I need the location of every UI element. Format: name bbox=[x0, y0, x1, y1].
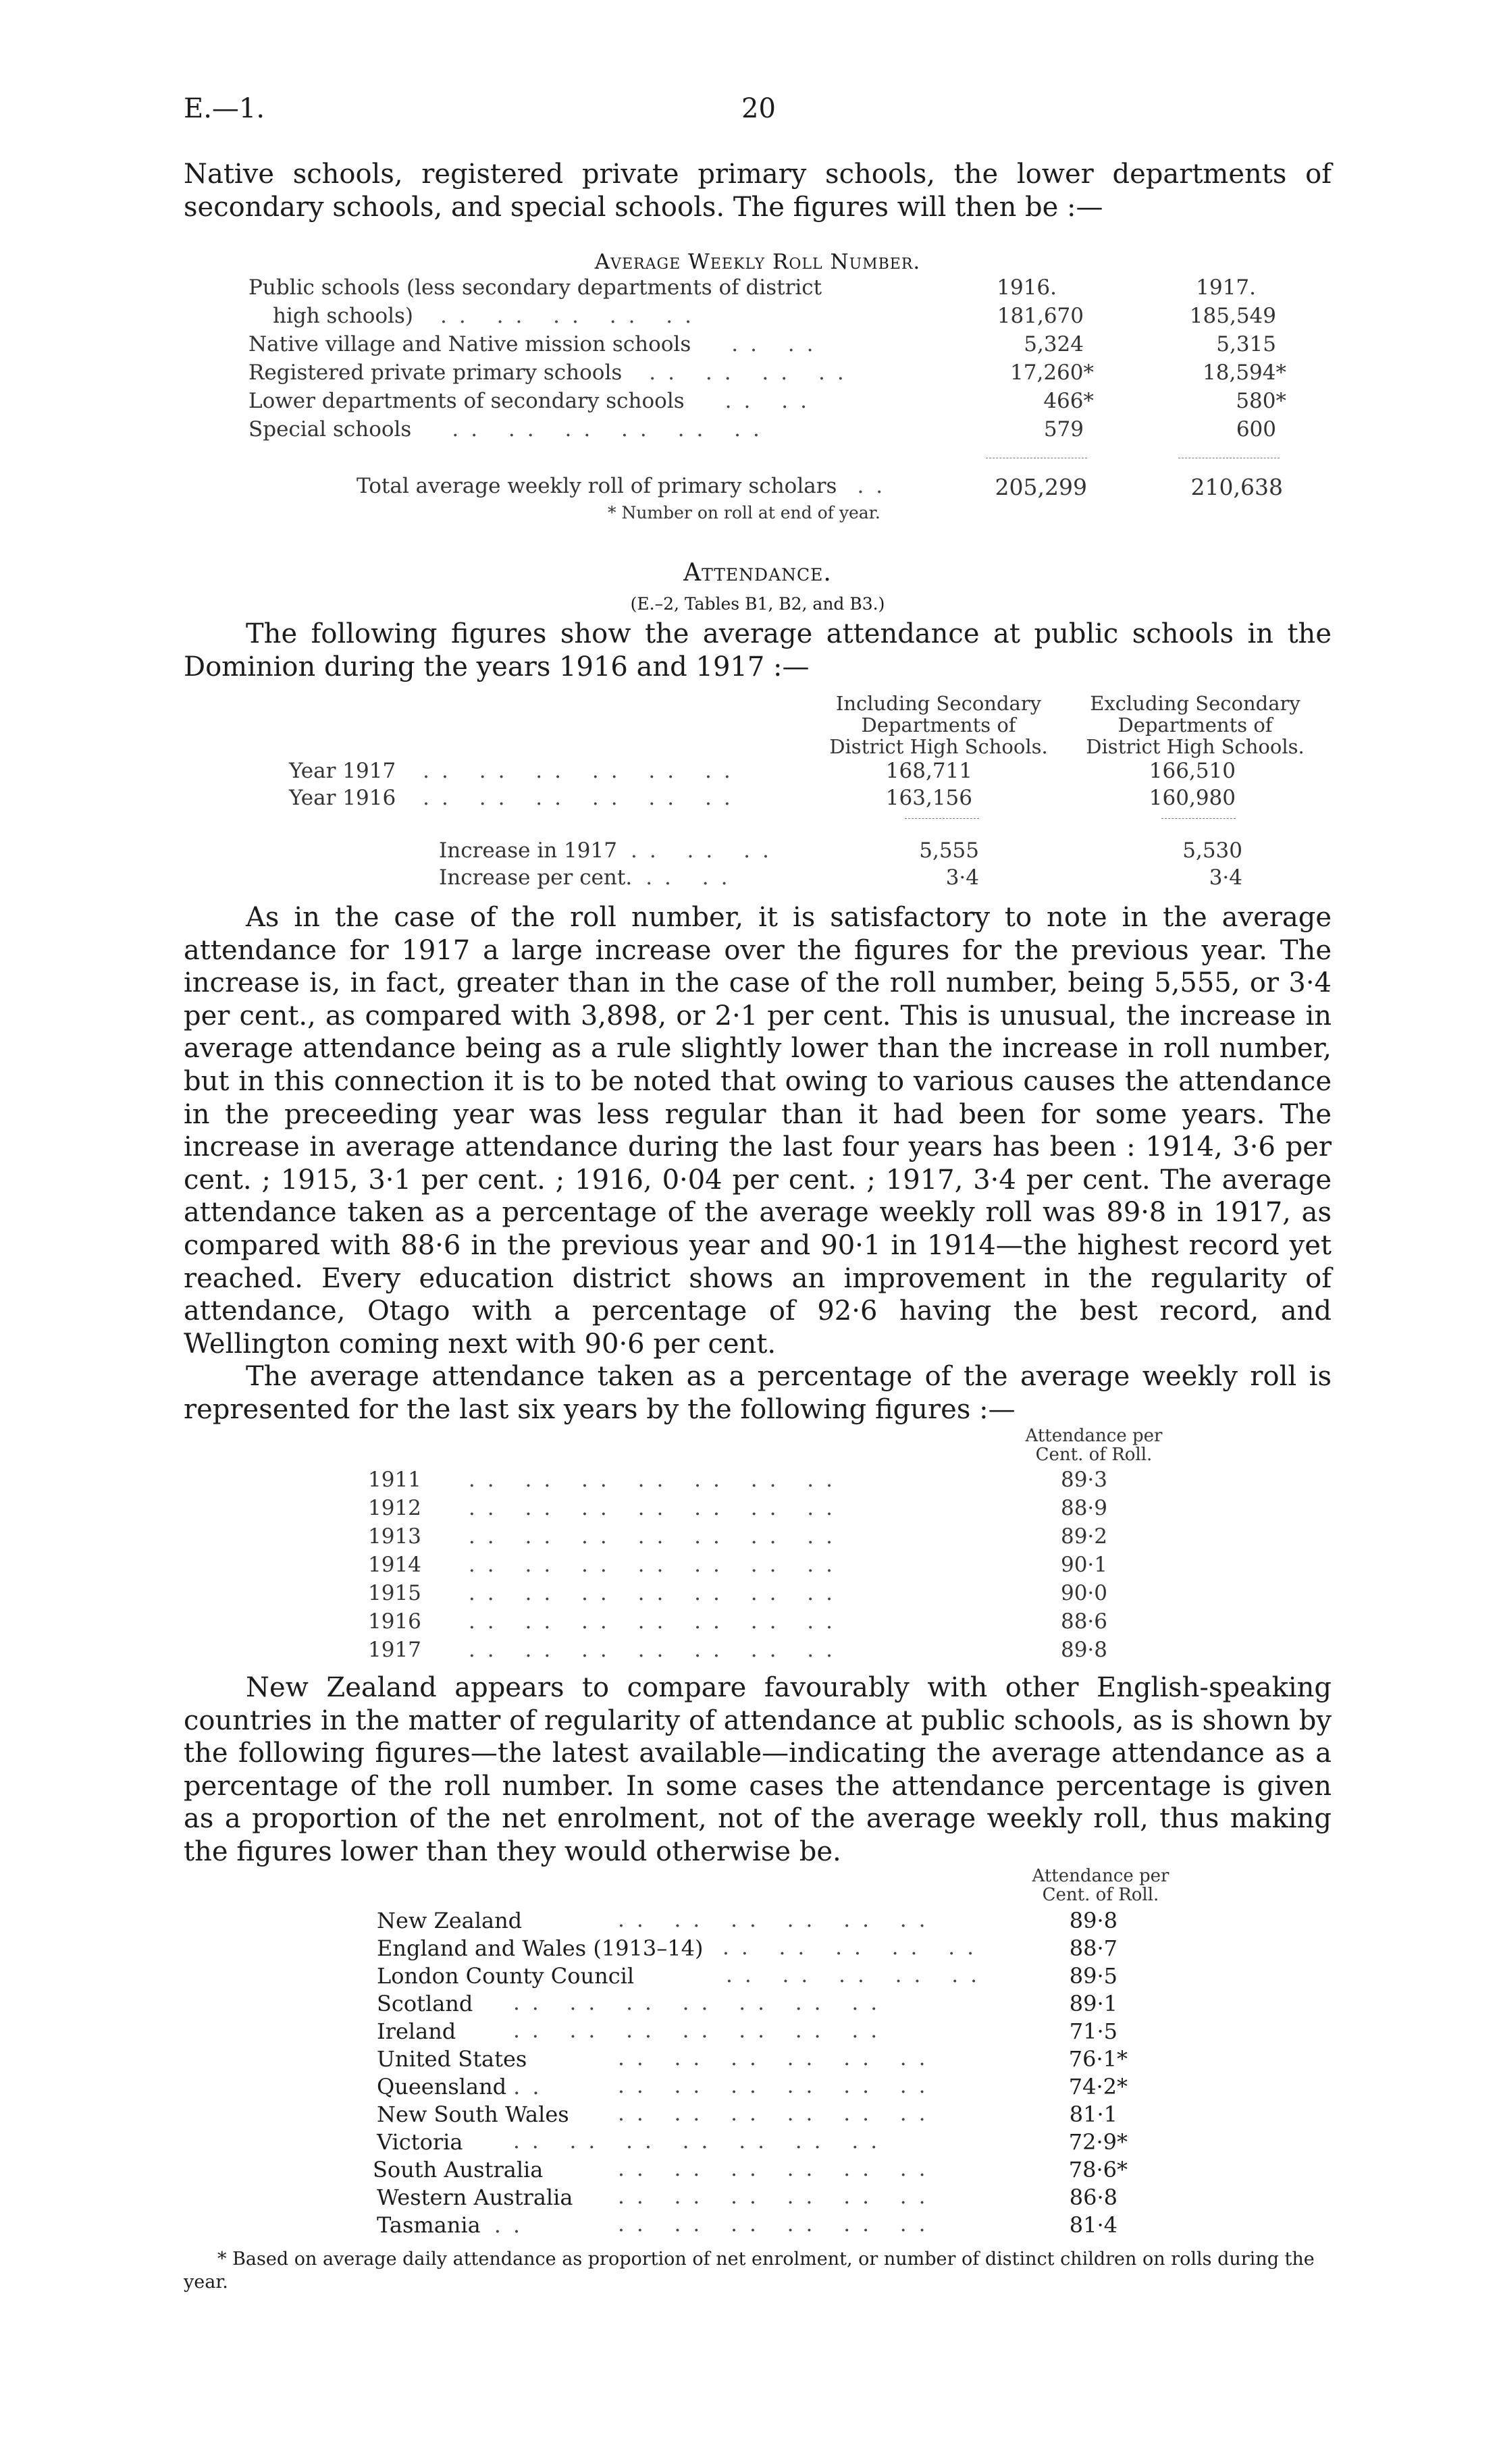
year-label: 1912 .. .. .. .. .. .. .. bbox=[368, 1496, 845, 1520]
year-label: 1917 .. .. .. .. .. .. .. bbox=[368, 1638, 845, 1662]
countries-col-head: Attendance per Cent. of Roll. bbox=[1032, 1866, 1169, 1905]
roll-total-label: Total average weekly roll of primary scholars .. bbox=[357, 474, 895, 498]
roll-value-1916: 17,260* bbox=[1010, 360, 1094, 385]
country-value: 86·8 bbox=[1069, 2185, 1117, 2210]
roll-value-1917: 600 bbox=[1236, 417, 1276, 441]
country-label: Tasmania .. bbox=[377, 2212, 533, 2238]
roll-footnote: * Number on roll at end of year. bbox=[608, 503, 880, 523]
paragraph-roll-comparison: As in the case of the roll number, it is satisfactory to note in the average attendance for 1917 a large increase over the figures for the previous year. The increase is, in fact, greater than in the case of the roll number, being 5,555, or 3·4 per cent., as compared with 3,898, or 2·1 per cent. This is unusual, the increase in average attendance being as a rule slightly lower than the increase in roll number, but in this connection it is to be noted that owing to various causes the attendance in the preceeding year was less regular than it had been for some years. The increase in average attendance during the last four years has been : 1914, 3·6 per cent. ; 1915, 3·1 per cent. ; 1916, 0·04 per cent. ; 1917, 3·4 per cent. The average attendance taken as a percentage of the average weekly roll was 89·8 in 1917, as compared with 88·6 in the previous year and 90·1 in 1914—the highest record yet reached. Every education district shows an improvement in the regularity of attendance, Otago with a percentage of 92·6 having the best record, and Wellington coming next with 90·6 per cent. bbox=[184, 902, 1332, 1360]
roll-value-1916: 181,670 bbox=[997, 304, 1084, 328]
increase-label: Increase in 1917 .. .. .. bbox=[439, 838, 781, 863]
increase-excluding: 3·4 bbox=[1209, 865, 1242, 890]
year-value: 89·8 bbox=[1060, 1638, 1107, 1662]
leader-dots: .. .. .. .. .. .. bbox=[618, 2212, 938, 2237]
country-value: 74·2* bbox=[1068, 2074, 1128, 2099]
leader-dots: .. .. .. .. .. .. bbox=[618, 2185, 938, 2209]
attendance-subheading: (E.–2, Tables B1, B2, and B3.) bbox=[630, 594, 885, 614]
country-label: United States bbox=[377, 2046, 527, 2072]
year-value: 88·9 bbox=[1060, 1496, 1107, 1520]
paragraph-six-years: The average attendance taken as a percentage of the average weekly roll is represented for the last six years by the following figures :— bbox=[184, 1361, 1332, 1425]
year-label: 1911 .. .. .. .. .. .. .. bbox=[368, 1468, 845, 1492]
year-label: 1914 .. .. .. .. .. .. .. bbox=[368, 1553, 845, 1577]
leader-dots: .. .. .. .. .. .. bbox=[618, 1908, 938, 1932]
attendance-excluding: 166,510 bbox=[1149, 759, 1236, 783]
country-value: 72·9* bbox=[1068, 2129, 1128, 2155]
roll-row-label: Registered private primary schools .. .. .. .. bbox=[248, 360, 856, 385]
country-label: London County Council bbox=[377, 1963, 635, 1989]
country-value: 71·5 bbox=[1069, 2018, 1117, 2044]
leader-dots: .. .. .. .. .. .. bbox=[618, 2157, 938, 2181]
country-label: England and Wales (1913–14) bbox=[377, 1935, 704, 1961]
country-label: Western Australia bbox=[377, 2185, 573, 2210]
increase-label: Increase per cent. .. .. bbox=[439, 865, 740, 890]
country-value: 89·8 bbox=[1069, 1908, 1117, 1933]
roll-value-1917: 18,594* bbox=[1203, 360, 1286, 385]
roll-value-1916: 579 bbox=[1043, 417, 1084, 441]
sum-rule bbox=[905, 818, 979, 819]
paragraph-comparison-countries: New Zealand appears to compare favourably with other English-speaking countries in the matter of regularity of attendance at public schools, as is shown by the following figures—the latest available—indicating the average attendance as a percentage of the roll number. In some cases the attendance percentage is given as a proportion of the net enrolment, not of the average weekly roll, thus making the figures lower than they would otherwise be. bbox=[184, 1672, 1332, 1867]
attendance-intro: The following figures show the average attendance at public schools in the Dominion during the years 1916 and 1917 :— bbox=[184, 618, 1332, 682]
year-value: 90·1 bbox=[1060, 1553, 1107, 1577]
country-value: 81·1 bbox=[1069, 2101, 1117, 2127]
country-value: 81·4 bbox=[1069, 2212, 1117, 2238]
year-label: 1916 .. .. .. .. .. .. .. bbox=[368, 1609, 845, 1634]
attendance-row-label: Year 1916 .. .. .. .. .. .. bbox=[289, 786, 743, 810]
increase-including: 5,555 bbox=[919, 838, 979, 863]
footnote: * Based on average daily attendance as proportion of net enrolment, or number of distinct children on rolls during the year. bbox=[184, 2249, 1315, 2293]
year-label: 1913 .. .. .. .. .. .. .. bbox=[368, 1524, 845, 1549]
years-col-head: Attendance per Cent. of Roll. bbox=[1025, 1426, 1163, 1465]
country-label: New South Wales bbox=[377, 2101, 569, 2127]
country-label: Queensland .. bbox=[377, 2074, 552, 2099]
roll-row-label: high schools) .. .. .. .. .. bbox=[273, 304, 704, 328]
country-value: 89·5 bbox=[1069, 1963, 1117, 1989]
country-value: 76·1* bbox=[1068, 2046, 1128, 2072]
sum-rule bbox=[1161, 818, 1236, 819]
country-label: South Australia bbox=[373, 2157, 544, 2182]
leader-dots: .. .. .. .. .. .. .. bbox=[513, 1991, 890, 2015]
year-head-1916: 1916. bbox=[997, 275, 1057, 300]
year-value: 88·6 bbox=[1060, 1609, 1107, 1634]
increase-including: 3·4 bbox=[945, 865, 979, 890]
increase-excluding: 5,530 bbox=[1182, 838, 1242, 863]
col-head-excluding: Excluding Secondary Departments of District High Schools. bbox=[1086, 692, 1305, 758]
report-code: E.—1. bbox=[184, 93, 265, 124]
roll-table-title: Average Weekly Roll Number. bbox=[594, 250, 921, 274]
attendance-row-label: Year 1917 .. .. .. .. .. .. bbox=[289, 759, 743, 783]
leader-dots: .. .. .. .. .. .. .. bbox=[513, 2129, 890, 2153]
attendance-including: 168,711 bbox=[885, 759, 972, 783]
col-head-including: Including Secondary Departments of District High Schools. bbox=[829, 692, 1048, 758]
year-label: 1915 .. .. .. .. .. .. .. bbox=[368, 1581, 845, 1605]
year-head-1917: 1917. bbox=[1196, 275, 1256, 300]
attendance-excluding: 160,980 bbox=[1149, 786, 1236, 810]
roll-row-label: Lower departments of secondary schools .. .. bbox=[248, 389, 819, 413]
roll-value-1917: 580* bbox=[1236, 389, 1286, 413]
country-label: Ireland bbox=[377, 2018, 456, 2044]
country-label: New Zealand bbox=[377, 1908, 523, 1933]
country-value: 88·7 bbox=[1069, 1935, 1117, 1961]
country-label: Scotland bbox=[377, 1991, 473, 2016]
roll-value-1917: 185,549 bbox=[1189, 304, 1276, 328]
country-value: 78·6* bbox=[1068, 2157, 1128, 2182]
leader-dots: .. .. .. .. .. .. .. bbox=[513, 2018, 890, 2043]
country-label: Victoria bbox=[377, 2129, 463, 2155]
roll-value-1917: 5,315 bbox=[1216, 332, 1276, 356]
roll-row-label: Public schools (less secondary departments of district bbox=[248, 275, 822, 300]
roll-row-label: Special schools .. .. .. .. .. .. bbox=[248, 417, 772, 441]
roll-row-label: Native village and Native mission schools .. .. bbox=[248, 332, 826, 356]
year-value: 89·3 bbox=[1060, 1468, 1107, 1492]
page-number: 20 bbox=[741, 93, 776, 124]
year-value: 89·2 bbox=[1060, 1524, 1107, 1549]
leader-dots: .. .. .. .. .. bbox=[726, 1963, 989, 1987]
country-value: 89·1 bbox=[1069, 1991, 1117, 2016]
year-value: 90·0 bbox=[1060, 1581, 1107, 1605]
roll-total-1916: 205,299 bbox=[995, 474, 1087, 500]
roll-value-1916: 466* bbox=[1043, 389, 1094, 413]
leader-dots: .. .. .. .. .. .. bbox=[618, 2046, 938, 2070]
attendance-heading: Attendance. bbox=[683, 559, 832, 587]
leader-dots: .. .. .. .. .. .. bbox=[618, 2101, 938, 2126]
leader-dots: .. .. .. .. .. .. bbox=[618, 2074, 938, 2098]
attendance-including: 163,156 bbox=[885, 786, 972, 810]
leader-dots: .. .. .. .. .. bbox=[722, 1935, 986, 1960]
roll-value-1916: 5,324 bbox=[1024, 332, 1084, 356]
roll-total-1917: 210,638 bbox=[1190, 474, 1283, 500]
intro-paragraph: Native schools, registered private primary schools, the lower departments of secondary schools, and special schools. The figures will then be :— bbox=[184, 159, 1332, 223]
